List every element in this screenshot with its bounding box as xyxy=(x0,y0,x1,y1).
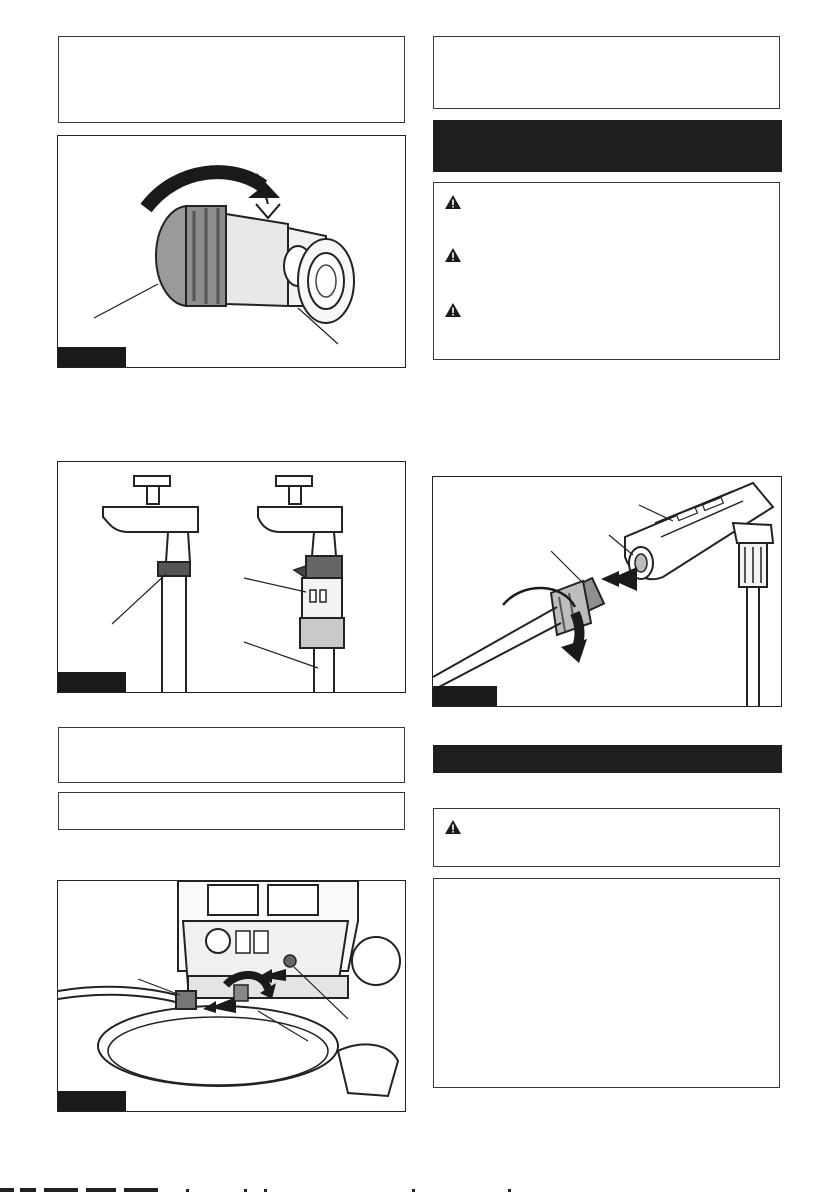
figure-gun-lance-connection xyxy=(432,476,782,707)
note-box-mid-left xyxy=(58,727,405,783)
note-box-bottom-right xyxy=(433,878,780,1088)
warning-triangle-icon xyxy=(444,819,462,835)
figure-machine-hose-connection xyxy=(57,880,406,1112)
figure-faucet-connection xyxy=(57,461,406,693)
crop-marks xyxy=(0,1184,840,1192)
section-header-bar xyxy=(433,120,782,172)
tap-adapter-coupler-icon xyxy=(58,136,406,368)
spray-gun-icon xyxy=(433,477,782,707)
warning-row xyxy=(444,819,462,835)
washer-outlet-icon xyxy=(58,881,406,1112)
warning-row xyxy=(444,302,462,318)
warning-box-mid-right xyxy=(433,808,780,867)
figure-tab xyxy=(433,686,497,706)
section-header-bar xyxy=(433,745,782,773)
warning-triangle-icon xyxy=(444,302,462,318)
figure-coupler-attachment xyxy=(57,135,406,368)
figure-tab xyxy=(58,347,126,367)
note-box-top-left xyxy=(58,36,405,123)
figure-tab xyxy=(58,672,126,692)
note-box-small-left xyxy=(58,792,405,830)
warning-box-top-right xyxy=(433,182,780,360)
warning-triangle-icon xyxy=(444,247,462,263)
warning-row xyxy=(444,194,462,210)
figure-tab xyxy=(58,1091,126,1111)
note-box-top-right xyxy=(433,36,780,109)
warning-triangle-icon xyxy=(444,194,462,210)
faucet-icon xyxy=(58,462,406,693)
warning-row xyxy=(444,247,462,263)
